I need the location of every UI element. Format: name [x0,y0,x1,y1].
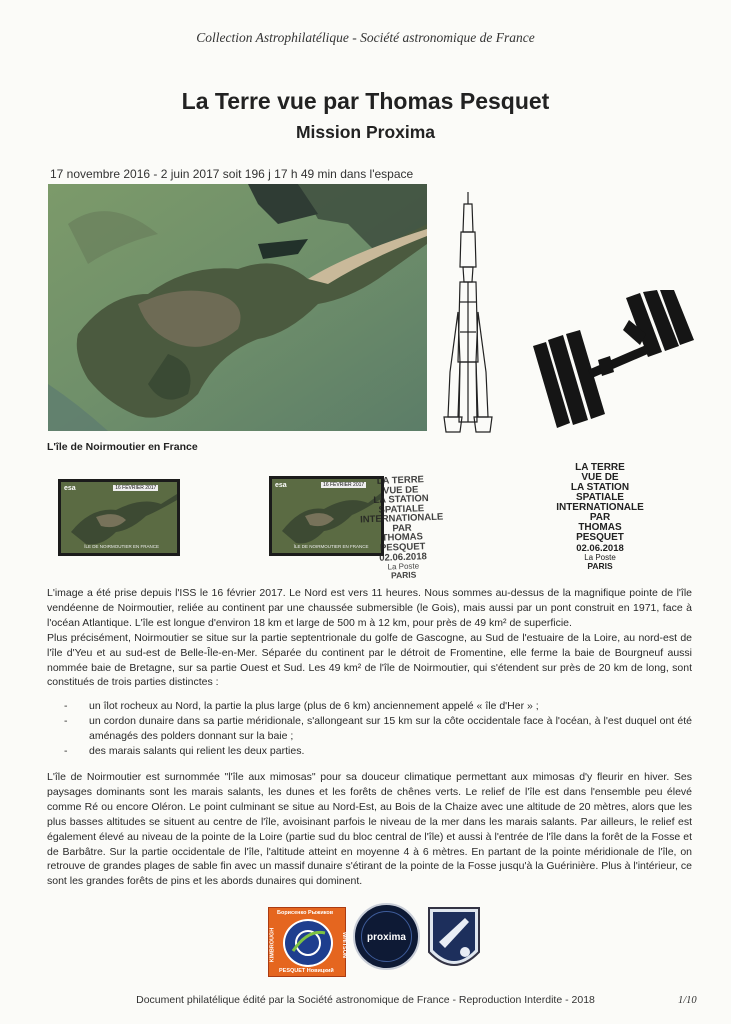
footer-text: Document philatélique édité par la Société astronomique de France - Reproduction Interdite - 2018 [136,994,595,1006]
photo-caption: L'île de Noirmoutier en France [47,441,198,453]
stamp-date: 16 FÉVRIER 2017 [115,485,157,491]
mission-dates: 17 novembre 2016 - 2 juin 2017 soit 196 j 17 h 49 min dans l'espace [50,167,414,181]
list-item: - des marais salants qui relient les deux parties. [64,744,305,757]
body-paragraph-2: L'île de Noirmoutier est surnommée "l'île aux mimosas" pour sa douceur climatique permettant aux mimosas d'y fleurir en hiver. Ses paysages dominants sont les marais salants, les dunes et les forêts de chênes verts. Le relief de l'île est dans l'ensemble peu élevé comme Ré ou encore Oléron. Le point culminant se situe au Nord-Est, au Bois de la Chaize avec une altitude de 20 mètres, alors que les plus basses altitudes se situent au centre de l'île, avoisinant parfois le niveau de la mer dans les marais salants. Par ailleurs, le relief est également élevé au niveau de la pointe de la Loire (partie sud du bloc central de l'île) et aussi à l'entrée de l'île dans la forêt de la Fosse et de Barbâtre. Sur la partie occidentale de l'île, l'altitude atteint en moyenne 4 à 6 mètres. En partant de la pointe méridionale de l'île, on retrouve de grandes plages de sable fin avec un massif dunaire s'étirant de la pointe de la Fosse jusqu'à la Guérinière. Plus à l'intérieur, ce sont les grandes forêts de pins et les abords dunaires qui dominent. [47,771,692,888]
page-title: La Terre vue par Thomas Pesquet [181,88,550,114]
collection-header: Collection Astrophilatélique - Société astronomique de France [196,30,535,45]
list-item: - un cordon dunaire dans sa partie méridionale, s'allongeant sur 15 km sur la côte occidentale face à l'océan, à l'est duquel ont été aménagés des polders donnant sur la baie ; [64,714,692,742]
list-item: - un îlot rocheux au Nord, la partie la plus large (plus de 6 km) anciennement appelé « île d'Her » ; [64,700,539,712]
esa-logo-icon: esa [64,485,76,492]
body-paragraph-1: L'image a été prise depuis l'ISS le 16 février 2017. Le Nord est vers 11 heures. Nous sommes au-dessus de la magnifique pointe de l'île vendéenne de Noirmoutier, reliée au continent par une chaussée submersible (le Gois), mais aussi par un pont construit en 1971, face à l'océan Atlantique. L'île est longue d'environ 18 km et large de 500 m à 12 km, pour près de 49 km² de superficie. Plus précisément, Noirmoutier se situe sur la partie septentrionale du golfe de Gascogne, au Sud de l'estuaire de la Loire, au nord-est de l'île d'Yeu et au sud-est de Belle-Île-en-Mer. Séparée du continent par le détroit de Fromentine, elle ferme la baie de Bourgneuf aussi nommée baie de Bretagne, sur sa partie Ouest et Sud. Les 49 km² de l'île de Noirmoutier, qui s'étendent sur près de 20 km de long, sont constitués de trois parties distinctes : [47,587,692,689]
page-subtitle: Mission Proxima [295,122,436,142]
page-number: 1/10 [678,995,697,1006]
stamp-caption: ÎLE DE NOIRMOUTIER EN FRANCE [293,544,369,549]
soyuz-rocket-icon [436,192,500,434]
mission-patch-icon [283,919,333,967]
bullet-list [47,699,692,759]
proxima-patch: proxima [353,903,420,970]
stamp-1 [58,479,180,556]
stamp-caption: ÎLE DE NOIRMOUTIER EN FRANCE [84,544,159,549]
postmark-standalone: LA TERRE VUE DE LA STATION SPATIALE INTERNATIONALE PAR THOMAS PESQUET 02.06.2018 La Poste PARIS [556,462,644,571]
postmark-cancel: LA TERRE VUE DE LA STATION SPATIALE INTERNATIONALE PAR THOMAS PESQUET 02.06.2018 La Poste PARIS [359,474,444,580]
iss-station-icon [528,290,708,430]
stamp-date: 16 FÉVRIER 2017 [323,482,365,488]
noirmoutier-satellite-photo [48,184,427,431]
crew-patch: Борисенко Рыжиков PESQUET Новицкий KIMBROUGH WHITSON [268,907,346,977]
mission-patch-icon [425,904,483,976]
esa-logo-icon: esa [275,482,287,489]
